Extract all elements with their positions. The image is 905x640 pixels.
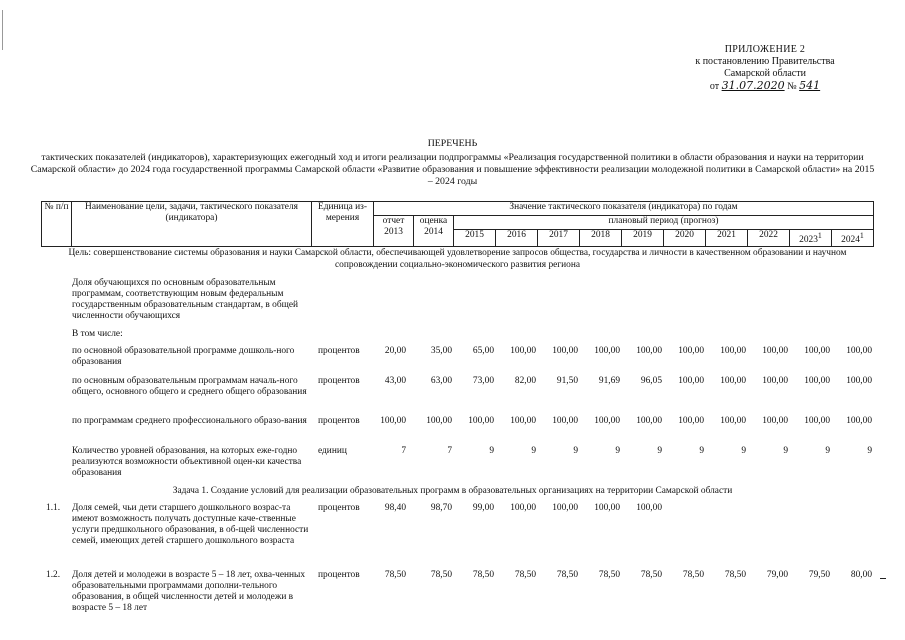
row-name: Доля обучающихся по основным образовательным программам, соответствующим новым федеральным государственным образовательным стандартам, в общей численности обучающихся: [72, 278, 299, 321]
row-name: по основной образовательной программе дошколь-ного образования: [72, 346, 295, 367]
appendix-block: [660, 44, 870, 93]
appendix-no: №: [787, 81, 797, 92]
row-value: 98,70: [430, 503, 452, 513]
appendix-title: ПРИЛОЖЕНИЕ 2: [724, 44, 806, 55]
row-num: 1.1.: [46, 503, 61, 513]
header-name: Наименование цели, задачи, тактического показателя (индикатора): [72, 202, 312, 247]
row-value: 79,00: [766, 570, 788, 580]
row-value: 78,50: [640, 570, 662, 580]
row-value: 9: [825, 446, 830, 456]
row-value: 9: [489, 446, 494, 456]
header-report: отчет 2013: [374, 216, 414, 247]
row-value: 100,00: [678, 346, 704, 356]
row-value: 79,50: [808, 570, 830, 580]
header-year-2023: 2023$^1$: [790, 230, 832, 247]
row-value: 43,00: [384, 376, 406, 386]
row-value: 100,00: [804, 346, 830, 356]
row-value: 100,00: [380, 416, 406, 426]
goal-text: Цель: совершенствование системы образования и науки Самарской области, обеспечивающей удовлетворение запросов общества, государства и личности в качественном образовании и научном сопровождении социально-экономического развития региона: [68, 248, 847, 270]
appendix-date-line: [660, 80, 870, 93]
row-value: 100,00: [804, 376, 830, 386]
row-value: 9: [657, 446, 662, 456]
header-plan-period: плановый период (прогноз): [454, 216, 874, 230]
scan-mark: [2, 10, 3, 50]
row-value: 78,50: [472, 570, 494, 580]
header-values-title: Значение тактического показателя (индикатора) по годам: [374, 202, 874, 216]
appendix-from: от: [709, 81, 720, 92]
row-unit: процентов: [318, 416, 360, 426]
row-value: 82,00: [514, 376, 536, 386]
row-value: 78,50: [430, 570, 452, 580]
row-value: 9: [615, 446, 620, 456]
appendix-region: Самарской области: [724, 68, 806, 79]
row-unit: процентов: [318, 376, 360, 386]
row-unit: процентов: [318, 346, 360, 356]
header-year-2019: 2019: [622, 230, 664, 247]
header-year-2015: 2015: [454, 230, 496, 247]
row-value: 91,69: [598, 376, 620, 386]
indicator-table-header: [41, 201, 874, 247]
row-name: Количество уровней образования, на которых еже-годно реализуются возможности объективной оцен-ки качества образования: [72, 446, 302, 478]
row-value: 100,00: [510, 503, 536, 513]
row-value: 78,50: [724, 570, 746, 580]
appendix-number: 541: [799, 79, 821, 92]
row-name: В том числе:: [72, 329, 123, 339]
row-value: 78,50: [514, 570, 536, 580]
row-value: 78,50: [556, 570, 578, 580]
header-year-2018: 2018: [580, 230, 622, 247]
header-year-2016: 2016: [496, 230, 538, 247]
row-value: 78,50: [384, 570, 406, 580]
row-value: 98,40: [384, 503, 406, 513]
row-value: 100,00: [720, 346, 746, 356]
row-value: 9: [741, 446, 746, 456]
row-value: 9: [783, 446, 788, 456]
header-year-2024: 2024$^1$: [832, 230, 874, 247]
appendix-date: 31.07.2020: [721, 79, 785, 92]
row-value: 100,00: [510, 346, 536, 356]
row-value: 80,00: [850, 570, 872, 580]
row-value: 20,00: [384, 346, 406, 356]
row-value: 100,00: [762, 346, 788, 356]
document-subtitle: тактических показателей (индикаторов), характеризующих ежегодный ход и итоги реализации подпрограммы «Реализация государственной политики в области образования и науки на территории Самарской области» до 2024 года государственной программы Самарской области «Развитие образования и повышение эффективности реализации молодежной политики в Самарской области» на 2015 – 2024 годы: [30, 152, 875, 187]
row-name: Доля семей, чьи дети старшего дошкольного возрас-та имеют возможность получать доступные каче-ственные услуги предшкольного образования, в об-щей численности семей, имеющих детей старшего дошкольного возраста: [72, 503, 309, 546]
row-name: по программам среднего профессионального образо-вания: [72, 416, 307, 426]
header-unit: Единица из-мерения: [312, 202, 374, 247]
row-value: 100,00: [636, 346, 662, 356]
row-value: 100,00: [762, 376, 788, 386]
row-value: 100,00: [804, 416, 830, 426]
header-estimate: оценка 2014: [414, 216, 454, 247]
row-value: 100,00: [552, 503, 578, 513]
row-value: 100,00: [594, 346, 620, 356]
row-value: 100,00: [846, 416, 872, 426]
row-unit: единиц: [318, 446, 347, 456]
row-value: 100,00: [594, 503, 620, 513]
row-value: 100,00: [552, 416, 578, 426]
row-value: 100,00: [426, 416, 452, 426]
row-value: 7: [401, 446, 406, 456]
row-value: 99,00: [472, 503, 494, 513]
document-title: ПЕРЕЧЕНЬ: [427, 138, 478, 149]
row-value: 100,00: [594, 416, 620, 426]
header-year-2017: 2017: [538, 230, 580, 247]
row-unit: процентов: [318, 503, 360, 513]
row-value: 100,00: [636, 416, 662, 426]
header-year-2020: 2020: [664, 230, 706, 247]
row-value: 100,00: [678, 416, 704, 426]
row-value: 100,00: [552, 346, 578, 356]
row-value: 9: [867, 446, 872, 456]
row-value: 100,00: [720, 376, 746, 386]
row-value: 9: [699, 446, 704, 456]
row-value: 100,00: [510, 416, 536, 426]
row-value: 100,00: [762, 416, 788, 426]
row-value: 63,00: [430, 376, 452, 386]
row-value: 78,50: [598, 570, 620, 580]
task-1-heading: Задача 1. Создание условий для реализации образовательных программ в образовательных организациях на территории Самарской области: [172, 486, 733, 496]
row-unit: процентов: [318, 570, 360, 580]
scan-mark: [880, 578, 886, 579]
header-num: № п/п: [42, 202, 72, 247]
row-value: 35,00: [430, 346, 452, 356]
row-num: 1.2.: [46, 570, 61, 580]
row-value: 9: [531, 446, 536, 456]
row-value: 96,05: [640, 376, 662, 386]
row-value: 100,00: [846, 346, 872, 356]
row-value: 78,50: [682, 570, 704, 580]
header-year-2021: 2021: [706, 230, 748, 247]
row-value: 65,00: [472, 346, 494, 356]
row-value: 7: [447, 446, 452, 456]
row-value: 100,00: [678, 376, 704, 386]
row-value: 91,50: [556, 376, 578, 386]
row-name: Доля детей и молодежи в возрасте 5 – 18 лет, охва-ченных образовательными программами дополни-тельного образования, в общей численности детей и молодежи в возрасте 5 – 18 лет: [72, 570, 306, 613]
header-year-2022: 2022: [748, 230, 790, 247]
row-name: по основным образовательным программам началь-ного общего, основного общего и среднего общего образования: [72, 376, 307, 397]
row-value: 100,00: [468, 416, 494, 426]
row-value: 100,00: [846, 376, 872, 386]
row-value: 9: [573, 446, 578, 456]
row-value: 100,00: [636, 503, 662, 513]
row-value: 73,00: [472, 376, 494, 386]
row-value: 100,00: [720, 416, 746, 426]
appendix-decree: к постановлению Правительства: [695, 56, 835, 67]
